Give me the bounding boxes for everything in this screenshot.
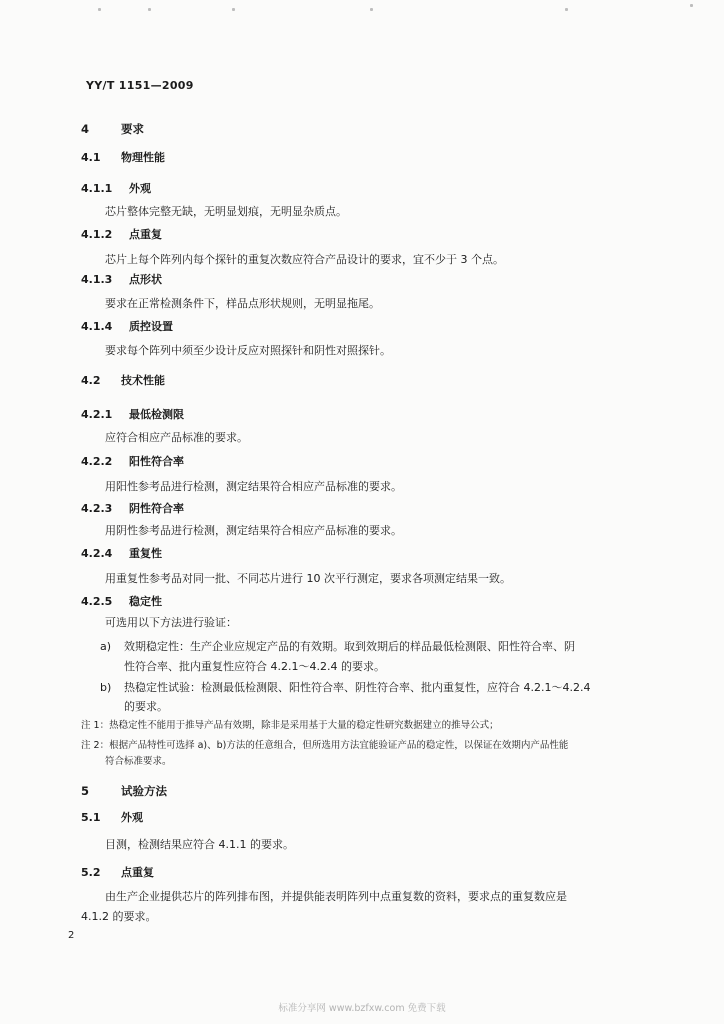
clause-number: 4.1.4	[81, 320, 113, 333]
clause-title: 外观	[129, 182, 151, 195]
clause-heading	[81, 455, 184, 469]
clause-number: 4.2.3	[81, 502, 113, 515]
section-heading	[81, 784, 167, 798]
list-text: 热稳定性试验：检测最低检测限、阳性符合率、阴性符合率、批内重复性，应符合 4.2.1～4.2.4	[124, 681, 591, 694]
paragraph: 目测，检测结果应符合 4.1.1 的要求。	[105, 838, 294, 851]
clause-number: 4.2.2	[81, 455, 113, 468]
clause-title: 点形状	[129, 273, 162, 286]
scan-speck	[232, 8, 235, 11]
clause-heading	[81, 273, 162, 287]
subsection-heading	[81, 374, 165, 388]
scan-speck	[148, 8, 151, 11]
paragraph: 芯片上每个阵列内每个探针的重复次数应符合产品设计的要求，宜不少于 3 个点。	[105, 253, 504, 266]
paragraph: 用阴性参考品进行检测，测定结果符合相应产品标准的要求。	[105, 524, 402, 537]
standard-number: YY/T 1151—2009	[86, 79, 194, 92]
section-number: 4	[81, 122, 90, 136]
list-label: a)	[100, 640, 112, 653]
clause-number: 4.2.5	[81, 595, 113, 608]
clause-title: 点重复	[129, 228, 162, 241]
clause-number: 4.2.4	[81, 547, 113, 560]
clause-title: 阴性符合率	[129, 502, 184, 515]
list-label: b)	[100, 681, 112, 694]
subsection-title: 点重复	[121, 866, 154, 879]
list-item-b	[100, 681, 590, 695]
paragraph: 要求在正常检测条件下，样品点形状规则，无明显拖尾。	[105, 297, 380, 310]
clause-heading	[81, 408, 184, 422]
list-item-a	[100, 640, 575, 654]
paragraph-continuation: 4.1.2 的要求。	[81, 910, 157, 923]
paragraph: 应符合相应产品标准的要求。	[105, 431, 248, 444]
clause-heading	[81, 228, 162, 242]
paragraph: 可选用以下方法进行验证：	[105, 616, 237, 629]
clause-title: 稳定性	[129, 595, 162, 608]
paragraph: 芯片整体完整无缺，无明显划痕，无明显杂质点。	[105, 205, 347, 218]
clause-heading	[81, 502, 184, 516]
page-number: 2	[68, 930, 75, 941]
subsection-number: 4.1	[81, 151, 101, 164]
section-title: 试验方法	[121, 784, 167, 798]
clause-number: 4.1.1	[81, 182, 113, 195]
note-1: 注 1：热稳定性不能用于推导产品有效期，除非是采用基于大量的稳定性研究数据建立的推导公式；	[81, 720, 499, 731]
subsection-number: 4.2	[81, 374, 101, 387]
subsection-number: 5.2	[81, 866, 101, 879]
subsection-heading	[81, 151, 165, 165]
scan-speck	[565, 8, 568, 11]
scan-speck	[690, 4, 693, 7]
clause-title: 重复性	[129, 547, 162, 560]
clause-heading	[81, 182, 151, 196]
paragraph: 用重复性参考品对同一批、不同芯片进行 10 次平行测定，要求各项测定结果一致。	[105, 572, 511, 585]
section-number: 5	[81, 784, 90, 798]
paragraph: 由生产企业提供芯片的阵列排布图，并提供能表明阵列中点重复数的资料，要求点的重复数应是	[105, 890, 567, 903]
section-title: 要求	[121, 122, 144, 136]
scan-speck	[370, 8, 373, 11]
clause-heading	[81, 547, 162, 561]
section-heading	[81, 122, 144, 136]
list-item-continuation: 性符合率、批内重复性应符合 4.2.1～4.2.4 的要求。	[124, 660, 385, 673]
subsection-heading	[81, 866, 154, 880]
clause-title: 阳性符合率	[129, 455, 184, 468]
subsection-title: 技术性能	[121, 374, 165, 387]
subsection-heading	[81, 811, 143, 825]
subsection-number: 5.1	[81, 811, 101, 824]
clause-number: 4.1.2	[81, 228, 113, 241]
subsection-title: 物理性能	[121, 151, 165, 164]
list-text: 效期稳定性：生产企业应规定产品的有效期。取到效期后的样品最低检测限、阳性符合率、阴	[124, 640, 575, 653]
note-2: 注 2：根据产品特性可选择 a)、b)方法的任意组合，但所选用方法宜能验证产品的稳定性，以保证在效期内产品性能	[81, 740, 569, 751]
clause-number: 4.1.3	[81, 273, 113, 286]
clause-number: 4.2.1	[81, 408, 113, 421]
subsection-title: 外观	[121, 811, 143, 824]
clause-title: 质控设置	[129, 320, 173, 333]
note-2-continuation: 符合标准要求。	[105, 756, 172, 767]
paragraph: 要求每个阵列中须至少设计反应对照探针和阴性对照探针。	[105, 344, 391, 357]
scan-speck	[98, 8, 101, 11]
clause-title: 最低检测限	[129, 408, 184, 421]
paragraph: 用阳性参考品进行检测，测定结果符合相应产品标准的要求。	[105, 480, 402, 493]
watermark: 标准分享网 www.bzfxw.com 免费下载	[278, 1003, 446, 1014]
clause-heading	[81, 320, 173, 334]
clause-heading	[81, 595, 162, 609]
list-item-continuation: 的要求。	[124, 700, 168, 713]
